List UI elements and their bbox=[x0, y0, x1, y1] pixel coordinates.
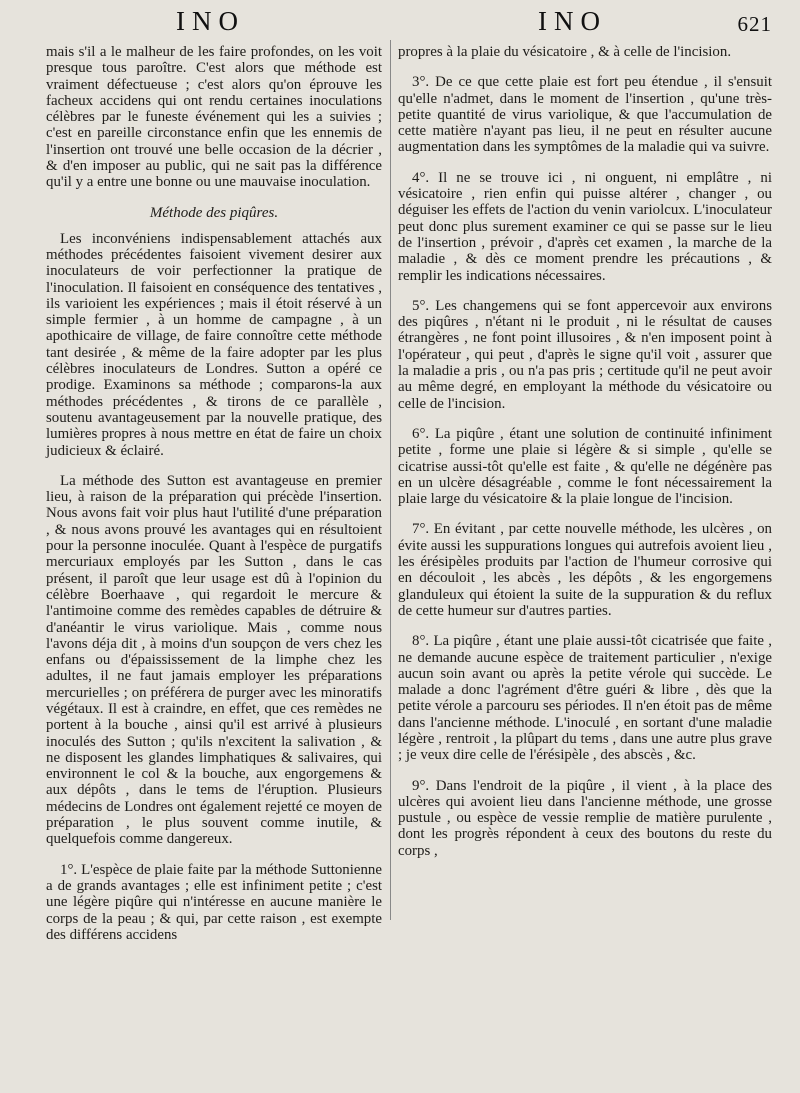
paragraph: propres à la plaie du vésicatoire , & à celle de l'incision. bbox=[398, 44, 732, 60]
paragraph: 5°. Les changemens qui se font appercevoir aux environs des piqûres , n'étant ni le produit , ni le résultat de causes étrangères , ne font point illusoires , & n'en imposent point à l'opérateur , qui peut , d'après le signe qu'il voit , assurer que la maladie a pris , ou n'a pas pris ; certitude qu'il ne peut avoir au même degré, en employant la méthode du vésicatoire ou celle de l'incision. bbox=[398, 297, 772, 412]
paragraph: 4°. Il ne se trouve ici , ni onguent, ni emplâtre , ni vésicatoire , rien enfin qui puisse altérer , changer , ou déguiser les effets de l'action du venin variolcux. L'inoculateur peut donc plus surement examiner ce qui se passe sur le lieu de l'insertion , prévoir , d'après cet examen , la marche de la maladie , & dès ce moment prendre les précautions , & remplir les indications nécessaires. bbox=[398, 169, 772, 284]
header-word-left: INO bbox=[176, 6, 245, 36]
paragraph: 8°. La piqûre , étant une plaie aussi-tôt cicatrisée que faite , ne demande aucune espèce de traitement particulier , n'exige aucun soin avant ou après la petite vérole qui succède. Le malade a donc l'agrément d'être guéri & libre , dès que la petite vérole a parcouru ses périodes. Il n'en étoit pas de même dans l'ancienne méthode. L'inoculé , en sortant d'une maladie légère , rentroit , la plûpart du tems , dans une autre plus grave ; je veux dire celle de l'érésipèle , des abscès , &c. bbox=[398, 633, 772, 764]
paragraph: Les inconvéniens indispensablement attachés aux méthodes précédentes faisoient vivement desirer aux inoculateurs de voir perfectionner la pratique de l'inoculation. Il faisoient en conséquence des tentatives , ils varioient les expériences ; mais il étoit réservé à un simple fermier , à un homme de campagne , à un apothicaire de village, de faire connoître cette méthode tant desirée , & même de la faire adopter par les plus célèbres inoculateurs de Londres. Sutton a opéré ce prodige. Examinons sa méthode ; comparons-la aux méthodes précédentes , & tirons de ce parallèle , soutenu avantageusement par la nouvelle pratique, des lumières propres à nous mettre en état de faire un choix judicieux & éclairé. bbox=[46, 230, 382, 459]
right-column bbox=[398, 44, 772, 859]
paragraph: 7°. En évitant , par cette nouvelle méthode, les ulcères , on évite aussi les suppurations longues qui autrefois avoient lieu , les érésipèles produits par l'action de l'humeur corrosive qui en découloit , les abcès , les dépôts , & les engorgemens glanduleux qui étoient la suite de la suppuration & du reflux de cette humeur sur d'autres parties. bbox=[398, 521, 772, 619]
paragraph: 6°. La piqûre , étant une solution de continuité infiniment petite , forme une plaie si légère & si simple , qu'elle se cicatrise aussi-tôt qu'elle est faite , & qu'elle ne dégénère pas en un ulcère désagréable , comme le font nécessairement la plaie large du vésicatoire & la plaie longue de l'incision. bbox=[398, 425, 772, 508]
paragraph: La méthode des Sutton est avantageuse en premier lieu, à raison de la préparation qui précède l'insertion. Nous avons fait voir plus haut l'utilité d'une préparation , & nous avons prouvé les avantages qui en résultoient pour la personne inoculée. Quant à l'espèce de purgatifs mercuriaux employés par les Sutton , dans le cas présent, il paroît que leur usage est dû à l'opinion du célèbre Boerhaave , qui regardoit le mercure & l'antimoine comme des remèdes capables de détruire & d'anéantir le virus variolique. Mais , comme nous l'avons déja dit , à moins d'un soupçon de vers chez les enfans ou d'épaississement de la limphe chez les adultes, il ne faut jamais employer les préparations mercurielles ; on préférera de purger avec les minoratifs végétaux. Il est à craindre, en effet, que ces remèdes ne portent à la bouche , ainsi qu'il est arrivé à plusieurs inoculés des Sutton ; qu'ils n'excitent la salivation , & ne disposent les glandes limphatiques & salivaires, qui environnent le col & la bouche, aux engorgemens & aux dépôts , dans le tems de l'éruption. Plusieurs médecins de Londres ont également rejetté ce moyen de préparation , le plus souvent comme inutile, & quelquefois comme dangereux. bbox=[46, 472, 382, 848]
column-divider bbox=[390, 40, 391, 920]
paragraph: 3°. De ce que cette plaie est fort peu étendue , il s'ensuit qu'elle n'admet, dans le moment de l'insertion , qu'une très-petite quantité de virus variolique, & que l'accumulation de cette matière n'ayant pas lieu, il ne peut en résulter aucune augmentation dans les symptômes de la maladie qui va suivre. bbox=[398, 74, 772, 156]
section-heading: Méthode des piqûres. bbox=[149, 204, 279, 221]
left-column bbox=[46, 44, 382, 943]
paragraph: 1°. L'espèce de plaie faite par la méthode Suttonienne a de grands avantages ; elle est infiniment petite ; c'est une légère piqûre qui n'intéresse en aucune manière le corps de la peau ; & qui, par cette raison , est exempte des différens accidens bbox=[46, 861, 382, 943]
running-header bbox=[0, 4, 800, 40]
header-word-right: INO bbox=[538, 6, 607, 36]
paragraph: mais s'il a le malheur de les faire profondes, on les voit presque tous paroître. C'est alors que méthode est vraiment défectueuse ; c'est alors qu'on éprouve les facheux accidens qui ont rendu certaines inoculations célèbres par le funeste événement qui les a suivies ; c'est en pareille circonstance enfin que les ennemis de l'insertion ont trouvé une belle occasion de la décrier , & d'en imposer au public, qui ne sait pas la différence qu'il y a entre une bonne ou une mauvaise inoculation. bbox=[46, 44, 382, 191]
page-number: 621 bbox=[737, 12, 772, 36]
paragraph: 9°. Dans l'endroit de la piqûre , il vient , à la place des ulcères qui avoient lieu dans l'ancienne méthode, une grosse pustule , ou espèce de vessie remplie de matière purulente , dont les progrès répondent à ceux des boutons du reste du corps , bbox=[398, 777, 772, 859]
